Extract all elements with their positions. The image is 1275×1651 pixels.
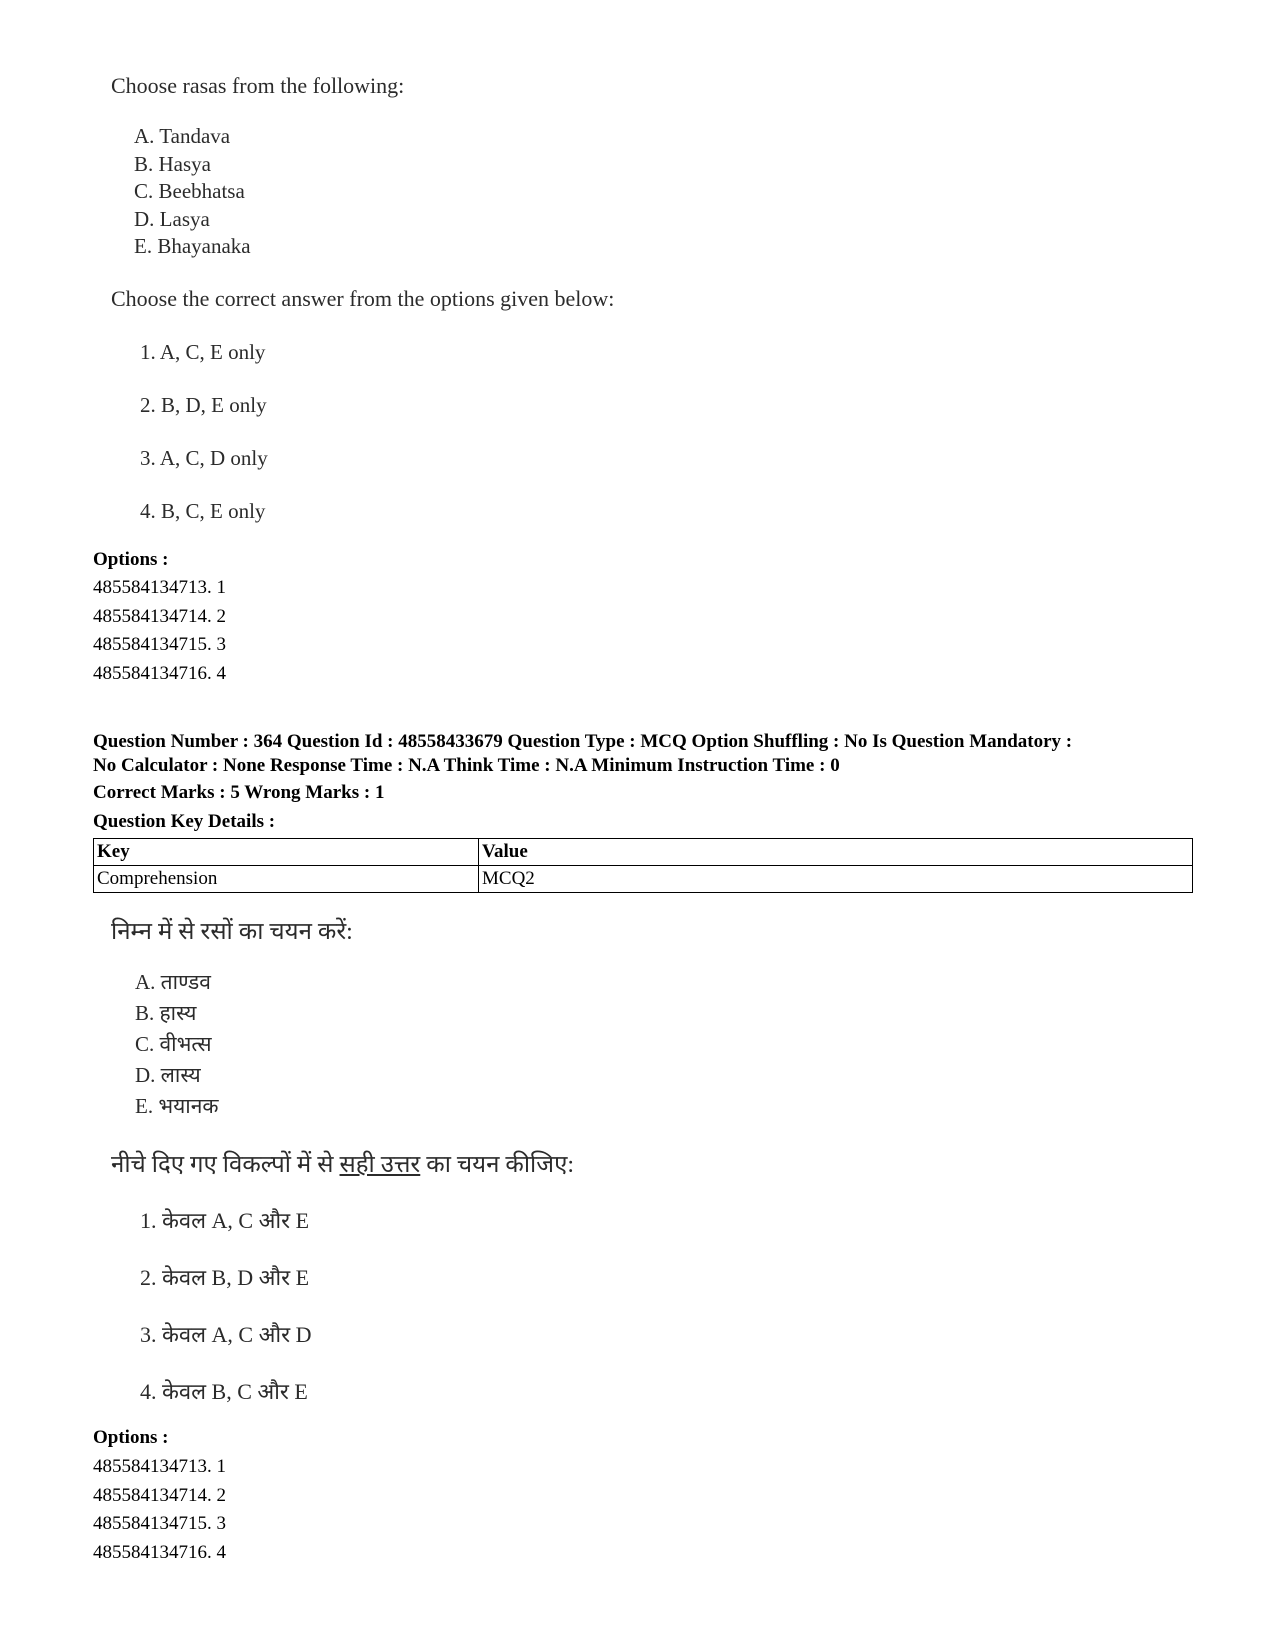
q2-instruction-underlined: सही उत्तर [339, 1152, 421, 1178]
table-header-row [94, 839, 1193, 866]
table-cell-value: MCQ2 [479, 866, 1193, 893]
table-row [94, 866, 1193, 893]
q1-statement: B. Hasya [134, 151, 211, 176]
q1-option: 485584134715. 3 [93, 634, 226, 655]
q2-statement: D. लास्य [135, 1063, 201, 1087]
q1-stem: Choose rasas from the following: [111, 73, 405, 98]
q2-answer: 4. केवल B, C और E [140, 1379, 308, 1404]
table-header-key: Key [94, 839, 479, 866]
q2-option: 485584134716. 4 [93, 1541, 226, 1563]
q2-marks: Correct Marks : 5 Wrong Marks : 1 [93, 782, 385, 803]
q2-options-label: Options : [93, 1427, 169, 1448]
q2-statement-list [135, 967, 219, 1122]
q2-answer: 3. केवल A, C और D [140, 1322, 312, 1347]
q2-answer: 1. केवल A, C और E [140, 1208, 310, 1233]
q2-option: 485584134714. 2 [93, 1484, 226, 1506]
q1-statement: A. Tandava [134, 124, 231, 148]
q2-instruction-pre: नीचे दिए गए विकल्पों में से [111, 1152, 340, 1178]
q2-stem: निम्न में से रसों का चयन करें: [111, 919, 353, 945]
q2-instruction-post: का चयन कीजिए: [420, 1152, 575, 1178]
q2-options-list [93, 1453, 226, 1567]
q1-options-label: Options : [93, 549, 169, 570]
q2-option: 485584134715. 3 [93, 1513, 226, 1534]
q1-instruction: Choose the correct answer from the options given below: [111, 286, 615, 311]
q1-answer: 3. A, C, D only [140, 446, 268, 470]
q1-answer: 4. B, C, E only [140, 499, 266, 523]
q2-statement: B. हास्य [135, 1001, 197, 1025]
q1-option: 485584134713. 1 [93, 577, 226, 598]
table-header-value: Value [479, 839, 1193, 866]
q2-option: 485584134713. 1 [93, 1456, 226, 1477]
q2-statement: C. वीभत्स [135, 1032, 212, 1056]
q2-meta [93, 730, 1253, 778]
q1-options-list [93, 574, 226, 688]
q1-option: 485584134714. 2 [93, 605, 226, 627]
q1-statement: E. Bhayanaka [134, 234, 251, 258]
q2-statement: E. भयानक [135, 1094, 219, 1118]
q2-meta-line: Question Number : 364 Question Id : 48558433679 Question Type : MCQ Option Shuffling : No Is Question Mandatory : [93, 731, 1073, 752]
q2-meta-line: No Calculator : None Response Time : N.A Think Time : N.A Minimum Instruction Time : 0 [93, 755, 840, 776]
q2-instruction [111, 1147, 574, 1180]
q1-answer: 2. B, D, E only [140, 393, 267, 417]
q1-option: 485584134716. 4 [93, 662, 226, 684]
key-details-table [93, 838, 1193, 893]
q1-answer: 1. A, C, E only [140, 340, 266, 364]
q2-statement: A. ताण्डव [135, 970, 211, 994]
q1-statement: D. Lasya [134, 206, 210, 231]
q1-statement-list [134, 123, 251, 261]
q1-statement: C. Beebhatsa [134, 179, 245, 203]
q2-answer: 2. केवल B, D और E [140, 1265, 310, 1290]
table-cell-key: Comprehension [94, 866, 479, 893]
q2-key-details-label: Question Key Details : [93, 811, 276, 832]
